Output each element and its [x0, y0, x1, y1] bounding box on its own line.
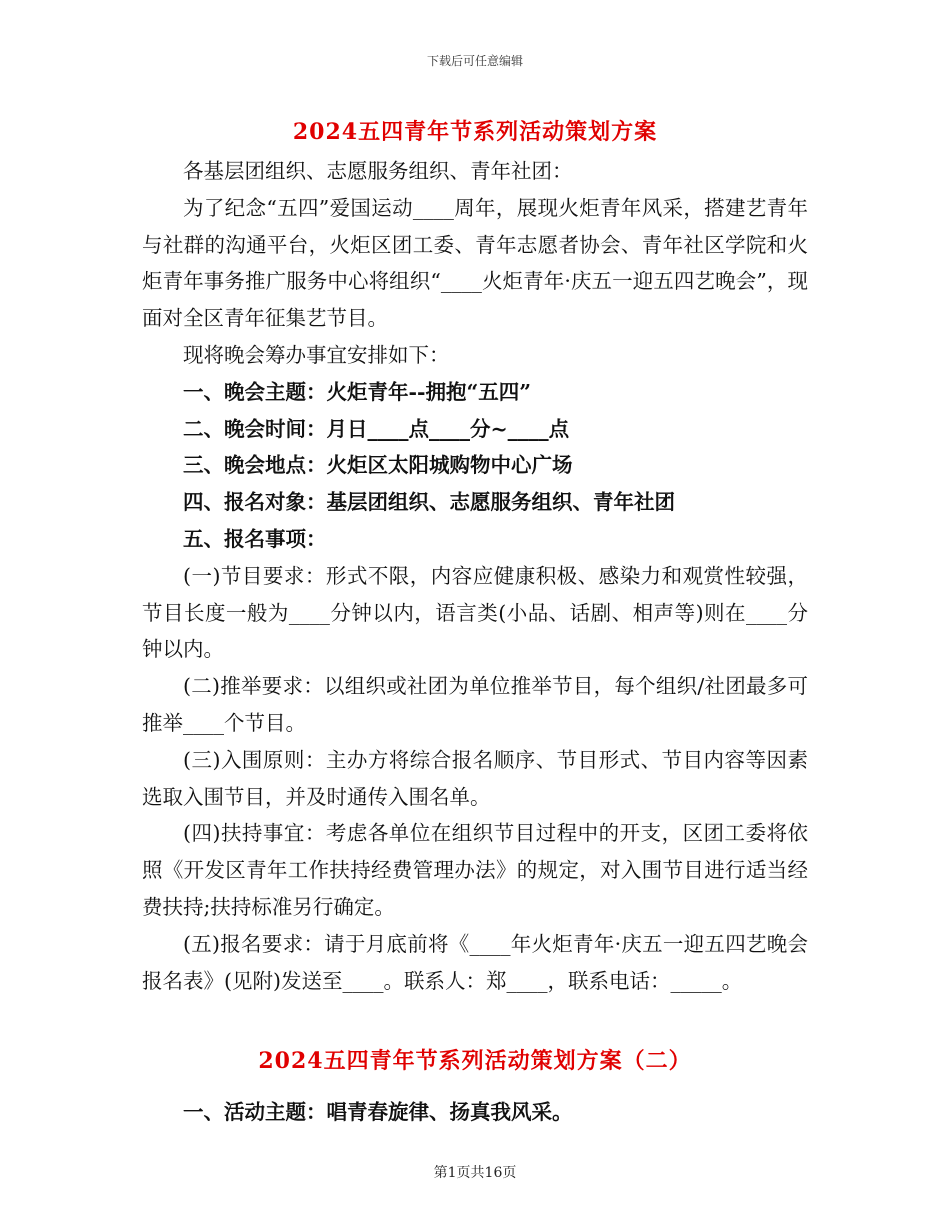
second-document-title: 2024五四青年节系列活动策划方案（二） [258, 1048, 692, 1074]
section-location-heading: 三、晚会地点：火炬区太阳城购物中心广场 [183, 453, 573, 478]
section-time-heading: 二、晚会时间：月日____点____分~____点 [183, 416, 570, 441]
selection-principle-paragraph: (三)入围原则：主办方将综合报名顺序、节目形式、节目内容等因素选取入围节目，并及时通传入围名单。 [142, 747, 808, 809]
section2-theme-heading: 一、活动主题：唱青春旋律、扬真我风采。 [183, 1100, 573, 1124]
second-document-body [142, 1094, 808, 1131]
section-registration-heading: 五、报名事项： [183, 526, 327, 551]
page-footer: 第1页共16页 [433, 1165, 517, 1181]
recommendation-requirements-paragraph: (二)推举要求：以组织或社团为单位推举节目，每个组织/社团最多可推举____个节目。 [142, 674, 808, 735]
section-audience-heading: 四、报名对象：基层团组织、志愿服务组织、青年社团 [183, 490, 675, 515]
section-theme-heading: 一、晚会主题：火炬青年--拥抱“五四” [183, 379, 532, 404]
support-paragraph: (四)扶持事宜：考虑各单位在组织节目过程中的开支，区团工委将依照《开发区青年工作扶持经费管理办法》的规定，对入围节目进行适当经费扶持;扶持标准另行确定。 [142, 821, 808, 919]
salutation-paragraph: 各基层团组织、志愿服务组织、青年社团： [183, 159, 573, 183]
document-title: 2024五四青年节系列活动策划方案 [292, 119, 658, 145]
header-note: 下载后可任意编辑 [426, 54, 523, 68]
intro-paragraph: 为了纪念“五四”爱国运动____周年，展现火炬青年风采，搭建艺青年与社群的沟通平台，火炬区团工委、青年志愿者协会、青年社区学院和火炬青年事务推广服务中心将组织“____火炬青年·庆五一迎五四艺晚会”，现面对全区青年征集艺节目。 [142, 195, 808, 331]
arrangement-intro-paragraph: 现将晚会筹办事宜安排如下： [183, 342, 450, 367]
document-body [142, 153, 808, 999]
program-requirements-paragraph: (一)节目要求：形式不限，内容应健康积极、感染力和观赏性较强，节目长度一般为____分钟以内，语言类(小品、话剧、相声等)则在____分钟以内。 [142, 563, 808, 662]
registration-requirements-paragraph: (五)报名要求：请于月底前将《____年火炬青年·庆五一迎五四艺晚会报名表》(见附)发送至____。联系人：郑____，联系电话：_____。 [142, 931, 808, 993]
